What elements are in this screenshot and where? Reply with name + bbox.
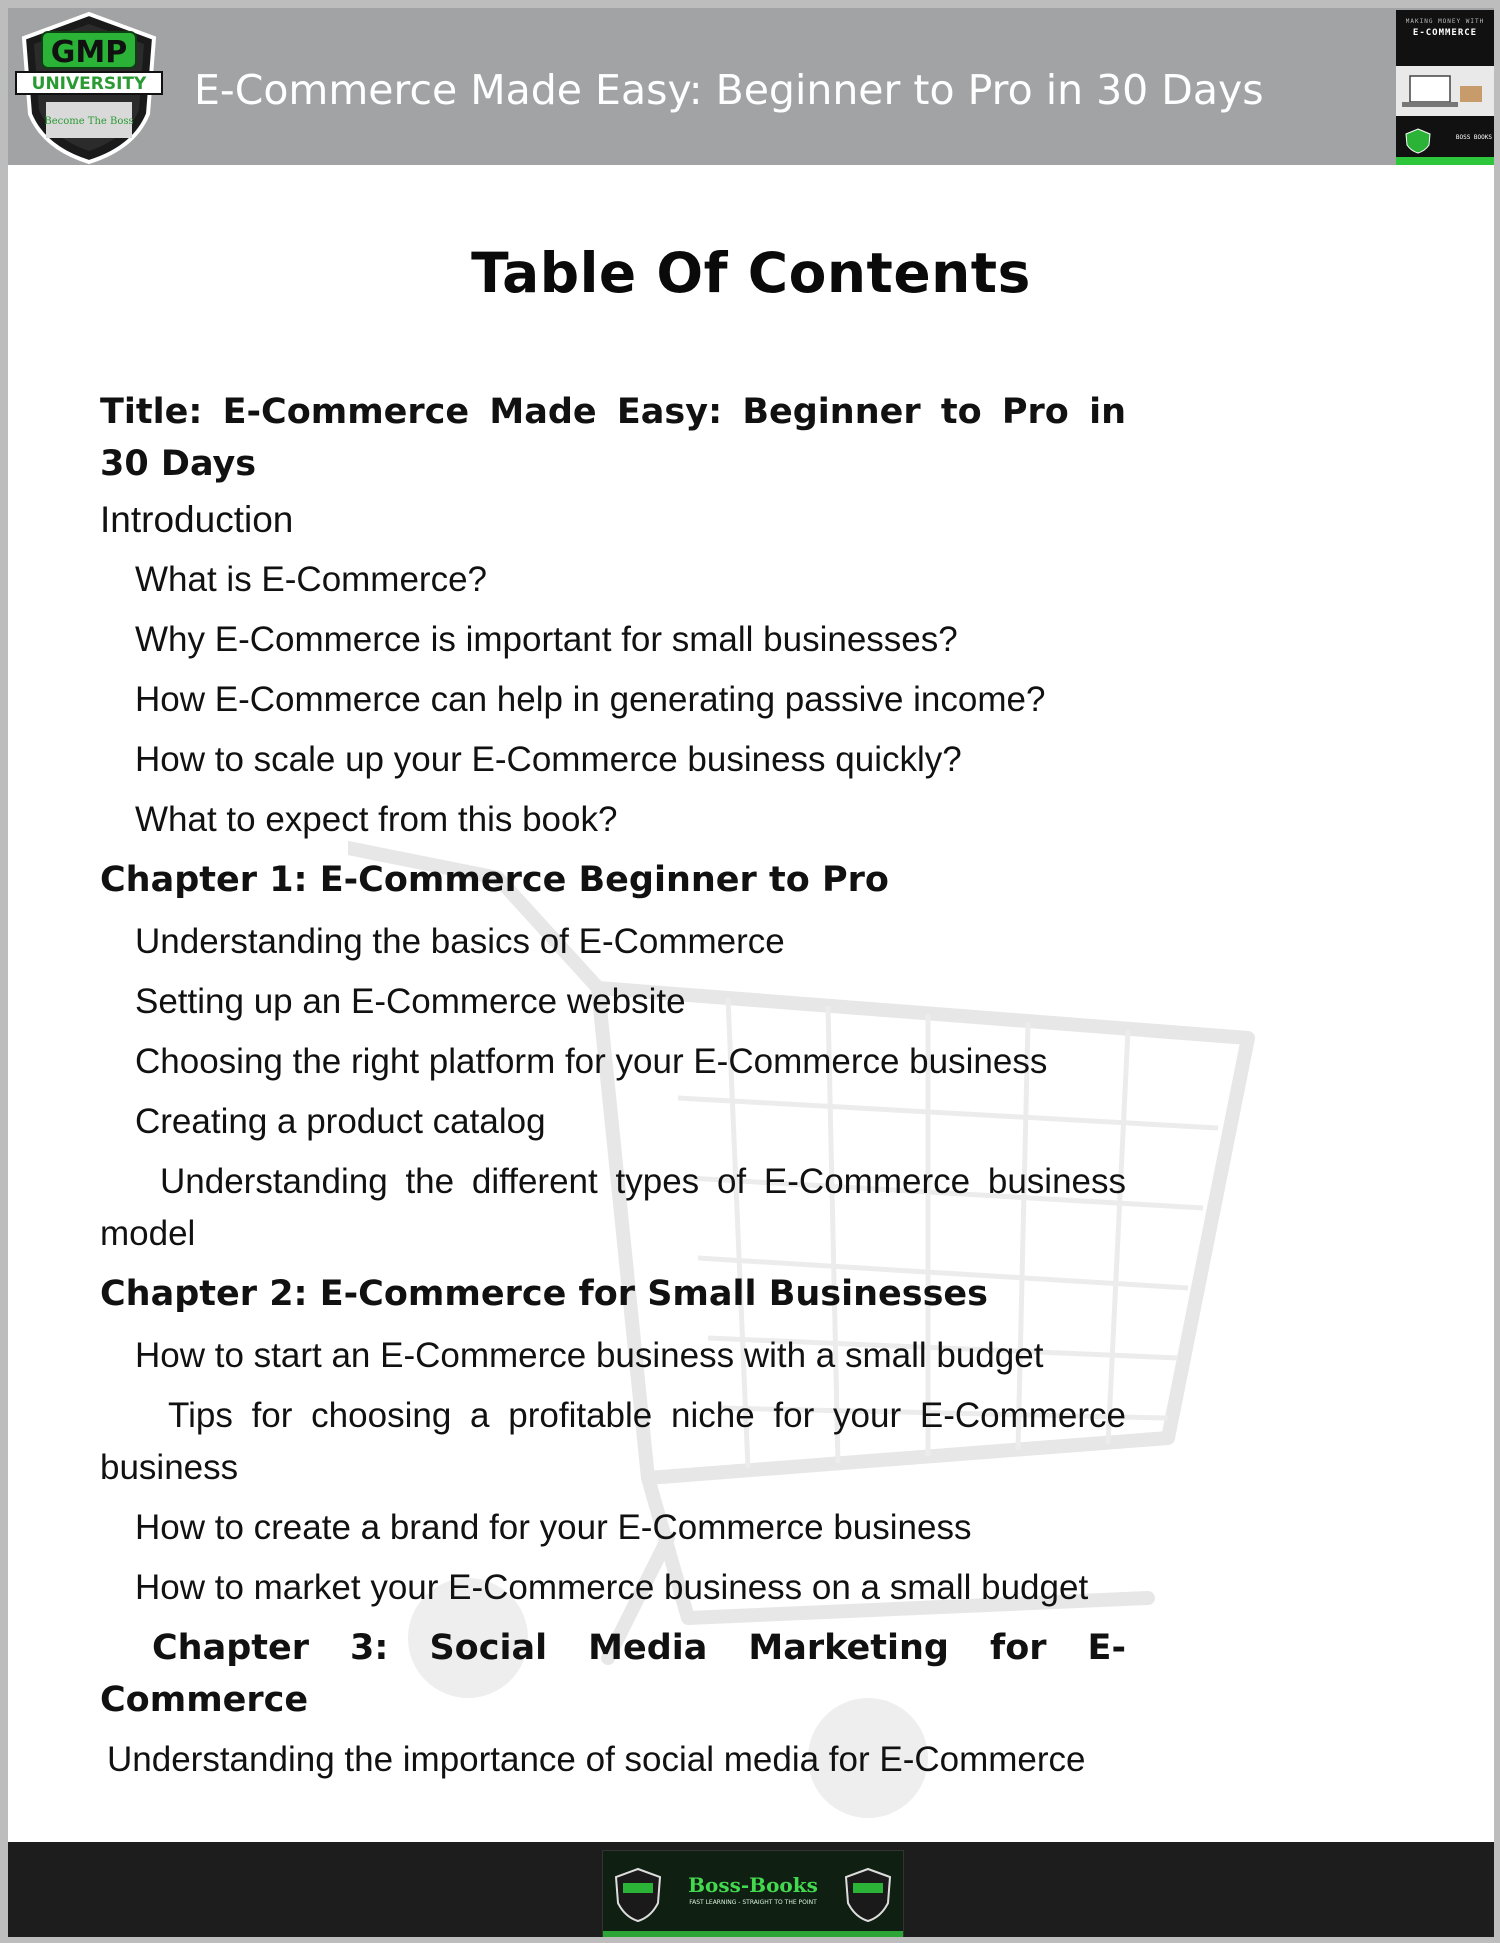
- document-page: [8, 8, 1494, 1937]
- footer-shield-right-icon: [843, 1867, 893, 1923]
- cover-tagline: MAKING MONEY WITH: [1405, 18, 1485, 25]
- toc-entry: Understanding the importance of social media for E-Commerce: [107, 1740, 1086, 1779]
- toc-entry-chapter-2: Chapter 2: E-Commerce for Small Businesses: [100, 1274, 989, 1314]
- laptop-illustration-icon: [1396, 66, 1494, 116]
- toc-entry: What is E-Commerce?: [135, 560, 488, 599]
- toc-entry-chapter-3: Chapter 3: Social Media Marketing for E-Commerce: [100, 1628, 1126, 1720]
- toc-entry: How to scale up your E-Commerce business quickly?: [135, 740, 962, 779]
- toc-entry: Setting up an E-Commerce website: [135, 982, 686, 1021]
- toc-entry: How to market your E-Commerce business on a small budget: [135, 1568, 1089, 1607]
- toc-entry: Creating a product catalog: [135, 1102, 546, 1141]
- toc-entry: How to start an E-Commerce business with a small budget: [135, 1336, 1044, 1375]
- gmp-university-logo-icon: [14, 10, 164, 165]
- toc-entry: Understanding the different types of E-Commerce business model: [100, 1162, 1126, 1253]
- cover-green-strip: [1396, 157, 1494, 165]
- svg-text:GMP: GMP: [50, 35, 128, 70]
- toc-entry: Choosing the right platform for your E-Commerce business: [135, 1042, 1048, 1081]
- boss-books-banner-icon: [602, 1850, 904, 1937]
- cover-title: E-COMMERCE: [1412, 28, 1478, 38]
- footer-tagline: FAST LEARNING - STRAIGHT TO THE POINT: [689, 1899, 817, 1906]
- page-header: [8, 8, 1494, 165]
- toc-entry: Tips for choosing a profitable niche for your E-Commerce business: [100, 1396, 1126, 1487]
- toc-entry: How E-Commerce can help in generating passive income?: [135, 680, 1046, 719]
- header-title: E-Commerce Made Easy: Beginner to Pro in 30 Days: [194, 66, 1264, 114]
- cover-shield-icon: [1404, 128, 1432, 154]
- toc-entry-introduction: Introduction: [100, 499, 294, 540]
- book-cover-thumbnail-icon: [1396, 10, 1494, 165]
- cover-brand: BOSS BOOKS: [1455, 134, 1492, 141]
- svg-text:UNIVERSITY: UNIVERSITY: [31, 74, 147, 94]
- toc-entry: How to create a brand for your E-Commerce business: [135, 1508, 972, 1547]
- footer-brand: Boss-Books: [688, 1873, 818, 1897]
- footer-green-strip: [603, 1931, 903, 1937]
- page-footer: [8, 1842, 1494, 1937]
- svg-text:Become The Boss: Become The Boss: [44, 116, 134, 127]
- toc-entry: What to expect from this book?: [135, 800, 618, 839]
- toc-heading: Table Of Contents: [471, 241, 1031, 305]
- toc-entry: Understanding the basics of E-Commerce: [135, 922, 785, 961]
- footer-shield-left-icon: [613, 1867, 663, 1923]
- toc-entry: Why E-Commerce is important for small businesses?: [135, 620, 958, 659]
- toc-entry-chapter-1: Chapter 1: E-Commerce Beginner to Pro: [100, 860, 889, 900]
- toc-entry-title: Title: E-Commerce Made Easy: Beginner to Pro in 30 Days: [100, 392, 1126, 484]
